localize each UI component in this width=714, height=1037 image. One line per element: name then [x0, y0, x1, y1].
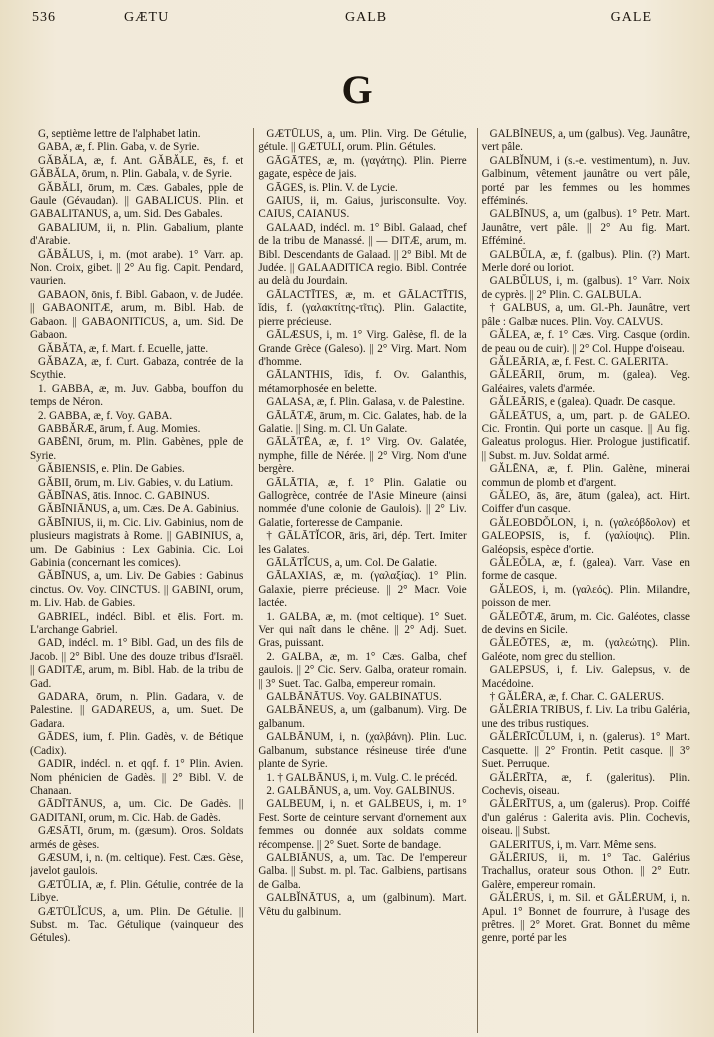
dictionary-entry: GADIR, indécl. n. et qqf. f. 1° Plin. Avien. Nom phénicien de Gadès. || 2° Bibl. V. de Chanaan.: [30, 758, 244, 797]
dictionary-entry: GALBĬNUM, i (s.-e. vestimentum), n. Juv. Galbinum, vêtement jaunâtre ou vert pâle, porté par les femmes ou les hommes efféminés.: [481, 154, 690, 208]
dictionary-entry: GABBĂRÆ, ārum, f. Aug. Momies.: [38, 422, 201, 435]
dictionary-entry: GAIUS, ii, m. Gaius, jurisconsulte. Voy. CAIUS, CAIANUS.: [258, 195, 467, 221]
dictionary-entry: GÆTŪLĬCUS, a, um. Plin. De Gétulie. || Subst. m. Tac. Gétulique (vainqueur des Gétules).: [30, 905, 244, 945]
dictionary-entry: GALBĀNĀTUS. Voy. GALBINATUS.: [266, 691, 442, 704]
dictionary-entry: 2. GALBA, æ, m. 1° Cæs. Galba, chef gaulois. || 2° Cic. Serv. Galba, orateur romain. || 3° Suet. Tac. Galba, empereur romain.: [258, 650, 467, 690]
dictionary-entry: GĂBĪNUS, a, um. Liv. De Gabies : Gabinus cinctus. Ov. Voy. CINCTUS. || GABINI, orum, m. Liv. Hab. de Gabies.: [30, 570, 244, 610]
dictionary-entry: GALBĀNEUS, a, um (galbanum). Virg. De galbanum.: [258, 704, 467, 730]
dictionary-entry: GĀDĪTĀNUS, a, um. Cic. De Gadès. || GADITANI, orum, m. Cic. Hab. de Gadès.: [30, 798, 244, 824]
dictionary-entry: GĀLAXIAS, æ, m. (γαλαξίας). 1° Plin. Galaxie, pierre précieuse. || 2° Macr. Voie lactée.: [258, 570, 467, 610]
dictionary-entry: GĀLĀTĬCUS, a, um. Col. De Galatie.: [266, 557, 438, 569]
dictionary-entry: GĂLEOBDŎLON, i, n. (γαλεόβδολον) et GALEOPSIS, is, f. (γαλίοψις). Plin. Galéopsis, espèce d'ortie.: [481, 516, 690, 556]
dictionary-entry: GĀLÆSUS, i, m. 1° Virg. Galèse, fl. de la Grande Grèce (Galeso). || 2° Virg. Mart. Nom d'homme.: [258, 329, 467, 368]
dictionary-entry: GĀDES, ium, f. Plin. Gadès, v. de Bétique (Cadix).: [30, 731, 244, 757]
dictionary-entry: GALBEUM, i, n. et GALBEUS, i, m. 1° Fest. Sorte de ceinture servant d'ornement aux femmes ou donnée aux soldats comme récompense. || 2° Suet. Sorte de bandage.: [258, 798, 467, 851]
dictionary-entry: GĂBĂTA, æ, f. Mart. f. Ecuelle, jatte.: [38, 342, 209, 355]
dictionary-entry: GĀLĀTIA, æ, f. 1° Plin. Galatie ou Gallogrèce, contrée de l'Asie Mineure (ainsi nommée d'une colonie de Gaulois). || 2° Liv. Galatie, forteresse de Campanie.: [258, 476, 467, 529]
dictionary-entry: GĂLEĀRII, ōrum, m. (galea). Veg. Galéaires, valets d'armée.: [481, 369, 690, 395]
dictionary-entry: GĂLEĀTUS, a, um, part. p. de GALEO. Cic. Frontin. Qui porte un casque. || Au fig. Galeatus prologus. Hier. Prologue justificatif. || Subst. m. Juv. Soldat armé.: [481, 409, 690, 462]
running-head: [32, 10, 686, 32]
dictionary-entry: GĂLĒRIUS, ii, m. 1° Tac. Galérius Trachallus, orateur sous Othon. || 2° Eutr. Galère, empereur romain.: [481, 851, 690, 891]
dictionary-entry: GÆTŪLIA, æ, f. Plin. Gétulie, contrée de la Libye.: [30, 878, 244, 905]
dictionary-entry: GĂLEŎLA, æ, f. (galea). Varr. Vase en forme de casque.: [481, 557, 690, 583]
dictionary-entry: GÆSĀTI, ōrum, m. (gæsum). Oros. Soldats armés de gèses.: [30, 825, 244, 851]
dictionary-entry: GĂLEĀRIA, æ, f. Fest. C. GALERITA.: [489, 355, 669, 368]
dictionary-entry: GĂLEŌTÆ, ārum, m. Cic. Galéotes, classe de devins en Sicile.: [481, 610, 690, 637]
dictionary-entry: GĂBĪNIĀNUS, a, um. Cæs. De A. Gabinius.: [38, 503, 239, 516]
dictionary-entry: GĂLEO, ās, āre, ātum (galea), act. Hirt. Coiffer d'un casque.: [481, 489, 690, 516]
dictionary-entry: GALBŬLUS, i, m. (galbus). 1° Varr. Noix de cyprès. || 2° Plin. C. GALBULA.: [481, 275, 690, 301]
dictionary-entry: GAD, indécl. m. 1° Bibl. Gad, un des fils de Jacob. || 2° Bibl. Une des douze tribus d'Israël. || GADITÆ, arum, m. Bibl. Hab. de la tribu de Gad.: [30, 637, 244, 690]
column-2: [253, 128, 466, 1033]
dictionary-entry: GALASA, æ, f. Plin. Galasa, v. de Palestine.: [266, 396, 465, 409]
dictionary-entry: GĂBAZA, æ, f. Curt. Gabaza, contrée de la Scythie.: [30, 355, 244, 382]
header-center-word: GALB: [345, 10, 388, 25]
dictionary-entry: GĂLĒRIA TRIBUS, f. Liv. La tribu Galéria, une des tribus rustiques.: [481, 704, 690, 730]
dictionary-entry: GABRIEL, indécl. Bibl. et ēlis. Fort. m. L'archange Gabriel.: [30, 610, 244, 637]
dictionary-entry: GĀLANTHIS, ĭdis, f. Ov. Galanthis, métamorphosée en belette.: [258, 369, 467, 395]
dictionary-entry: GĂLĒRĪTUS, a, um (galerus). Prop. Coiffé d'un galérus : Galerita avis. Plin. Cochevis, oiseau. || Subst.: [481, 798, 690, 838]
dictionary-entry: 1. GALBA, æ, m. (mot celtique). 1° Suet. Ver qui naît dans le chêne. || 2° Adj. Suet. Gras, puissant.: [258, 610, 467, 650]
dictionary-entry: GĂLEŌTES, æ, m. (γαλεώτης). Plin. Galéote, nom grec du stellion.: [481, 637, 690, 663]
dictionary-entry: GĂBĂLUS, i, m. (mot arabe). 1° Varr. ap. Non. Croix, gibet. || 2° Au fig. Capit. Pendard, vaurien.: [30, 248, 244, 288]
dictionary-entry: GALBŬLA, æ, f. (galbus). Plin. (?) Mart. Merle doré ou loriot.: [481, 248, 690, 275]
dictionary-entry: GALBĪNUS, a, um (galbus). 1° Petr. Mart. Jaunâtre, vert pâle. || 2° Au fig. Mart. Efféminé.: [481, 208, 690, 248]
header-right-word: GALE: [610, 10, 652, 25]
dictionary-entry: † GĀLĀTĬCOR, āris, āri, dép. Tert. Imiter les Galates.: [258, 530, 467, 556]
dictionary-entry: GĀLĀTÆ, ārum, m. Cic. Galates, hab. de la Galatie. || Sing. m. Cl. Un Galate.: [258, 409, 467, 435]
dictionary-entry: GĂLEĀRIS, e (galea). Quadr. De casque.: [489, 396, 676, 409]
dictionary-entry: GĀGĀTES, æ, m. (γαγάτης). Plin. Pierre gagate, espèce de jais.: [258, 154, 467, 181]
dictionary-entry: G, septième lettre de l'alphabet latin.: [38, 128, 201, 140]
dictionary-entry: GABALIUM, ii, n. Plin. Gabalium, plante d'Arabie.: [30, 221, 244, 248]
dictionary-entry: GĂBII, ōrum, m. Liv. Gabies, v. du Latium.: [38, 476, 234, 489]
dictionary-entry: GĀGES, is. Plin. V. de Lycie.: [266, 181, 398, 194]
dictionary-entry: GĂBĂLA, æ, f. Ant. GĂBĂLE, ēs, f. et GĂBĂLA, ōrum, n. Plin. Gabala, v. de Syrie.: [30, 154, 244, 181]
dictionary-entry: GĂLĒRĪCŬLUM, i, n. (galerus). 1° Mart. Casquette. || 2° Frontin. Petit casque. || 3° Suet. Perruque.: [481, 731, 690, 771]
dictionary-entry: GABĒNI, ōrum, m. Plin. Gabènes, pple de Syrie.: [30, 436, 244, 462]
dictionary-entry: GĂBĪNAS, ātis. Innoc. C. GABINUS.: [38, 489, 210, 502]
header-left-word: GÆTU: [124, 10, 170, 25]
dictionary-entry: GĂBĂLI, ōrum, m. Cæs. Gabales, pple de Gaule (Gévaudan). || GABALICUS. Plin. et GABALITANUS, a, um. Sid. Des Gabales.: [30, 181, 244, 221]
dictionary-columns: [30, 128, 690, 1033]
dictionary-entry: GĂBĪNIUS, ii, m. Cic. Liv. Gabinius, nom de plusieurs magistrats à Rome. || GABINIUS, a, um. De Gabinius : Lex Gabinia. Cic. Loi Gabinia (concernant les comices).: [30, 516, 244, 569]
dictionary-entry: GĂLĒRUS, i, m. Sil. et GĂLĒRUM, i, n. Apul. 1° Bonnet de fourrure, à l'usage des prêtres. || 2° Moret. Grat. Bonnet du même genre, porté par les: [481, 892, 690, 945]
dictionary-entry: GABA, æ, f. Plin. Gaba, v. de Syrie.: [38, 141, 200, 154]
dictionary-entry: GĂLĒNA, æ, f. Plin. Galène, minerai commun de plomb et d'argent.: [481, 463, 690, 489]
dictionary-entry: GĀLACTĪTES, æ, m. et GĀLACTĪTIS, ĭdis, f. (γαλακτίτης-τῖτις). Plin. Galactite, pierre précieuse.: [258, 288, 467, 328]
dictionary-entry: GALBĀNUM, i, n. (χαλβάνη). Plin. Luc. Galbanum, substance résineuse tirée d'une plante de Syrie.: [258, 731, 467, 771]
section-letter: G: [341, 67, 373, 112]
dictionary-entry: GALEPSUS, i, f. Liv. Galepsus, v. de Macédoine.: [481, 664, 690, 690]
page-number: 536: [32, 10, 56, 25]
column-1: [30, 128, 243, 1033]
dictionary-entry: GÆSUM, i, n. (m. celtique). Fest. Cæs. Gèse, javelot gaulois.: [30, 851, 244, 878]
dictionary-entry: GĂLEA, æ, f. 1° Cæs. Virg. Casque (ordin. de peau ou de cuir). || 2° Col. Huppe d'oiseau.: [481, 329, 690, 355]
dictionary-entry: 1. † GALBĀNUS, i, m. Vulg. C. le précéd.: [266, 771, 458, 784]
dictionary-entry: GÆTŪLUS, a, um. Plin. Virg. De Gétulie, gétule. || GÆTULI, orum. Plin. Gétules.: [258, 128, 467, 154]
column-3: [477, 128, 690, 1033]
dictionary-entry: GADARA, ōrum, n. Plin. Gadara, v. de Palestine. || GADAREUS, a, um. Suet. De Gadara.: [30, 691, 244, 730]
dictionary-entry: 1. GABBA, æ, m. Juv. Gabba, bouffon du temps de Néron.: [30, 382, 244, 409]
dictionary-entry: GALBĬNĀTUS, a, um (galbinum). Mart. Vêtu du galbinum.: [258, 892, 467, 918]
dictionary-entry: GALERITUS, i, m. Varr. Même sens.: [489, 838, 657, 851]
dictionary-entry: 2. GALBĀNUS, a, um. Voy. GALBINUS.: [266, 784, 455, 797]
dictionary-entry: GĂLEOS, i, m. (γαλεός). Plin. Milandre, poisson de mer.: [481, 583, 690, 610]
dictionary-entry: † GALBUS, a, um. Gl.-Ph. Jaunâtre, vert pâle : Galbæ nuces. Plin. Voy. CALVUS.: [481, 302, 690, 328]
dictionary-entry: GALBĬNEUS, a, um (galbus). Veg. Jaunâtre, vert pâle.: [481, 128, 690, 154]
dictionary-entry: GĂLĒRĪTA, æ, f. (galeritus). Plin. Cochevis, oiseau.: [481, 771, 690, 797]
dictionary-entry: GĂBIENSIS, e. Plin. De Gabies.: [38, 463, 185, 476]
dictionary-entry: GALBIĀNUS, a, um. Tac. De l'empereur Galba. || Subst. m. pl. Tac. Galbiens, partisans de Galba.: [258, 851, 467, 891]
dictionary-entry: GĀLĀTĒA, æ, f. 1° Virg. Ov. Galatée, nymphe, fille de Nérée. || 2° Virg. Nom d'une bergère.: [258, 436, 467, 476]
dictionary-entry: GABAON, ōnis, f. Bibl. Gabaon, v. de Judée. || GABAONITÆ, arum, m. Bibl. Hab. de Gabaon. || GABAONITICUS, a, um. Sid. De Gabaon.: [30, 288, 244, 342]
dictionary-entry: 2. GABBA, æ, f. Voy. GABA.: [38, 409, 173, 422]
dictionary-entry: GALAAD, indécl. m. 1° Bibl. Galaad, chef de la tribu de Manassé. || — DITÆ, arum, m. Bibl. Descendants de Galaad. || 2° Bibl. Mt de Judée. || GALAADITICA regio. Bibl. Contrée au delà du Jourdain.: [258, 221, 467, 288]
dictionary-entry: † GĂLĒRA, æ, f. Char. C. GALERUS.: [489, 691, 665, 704]
